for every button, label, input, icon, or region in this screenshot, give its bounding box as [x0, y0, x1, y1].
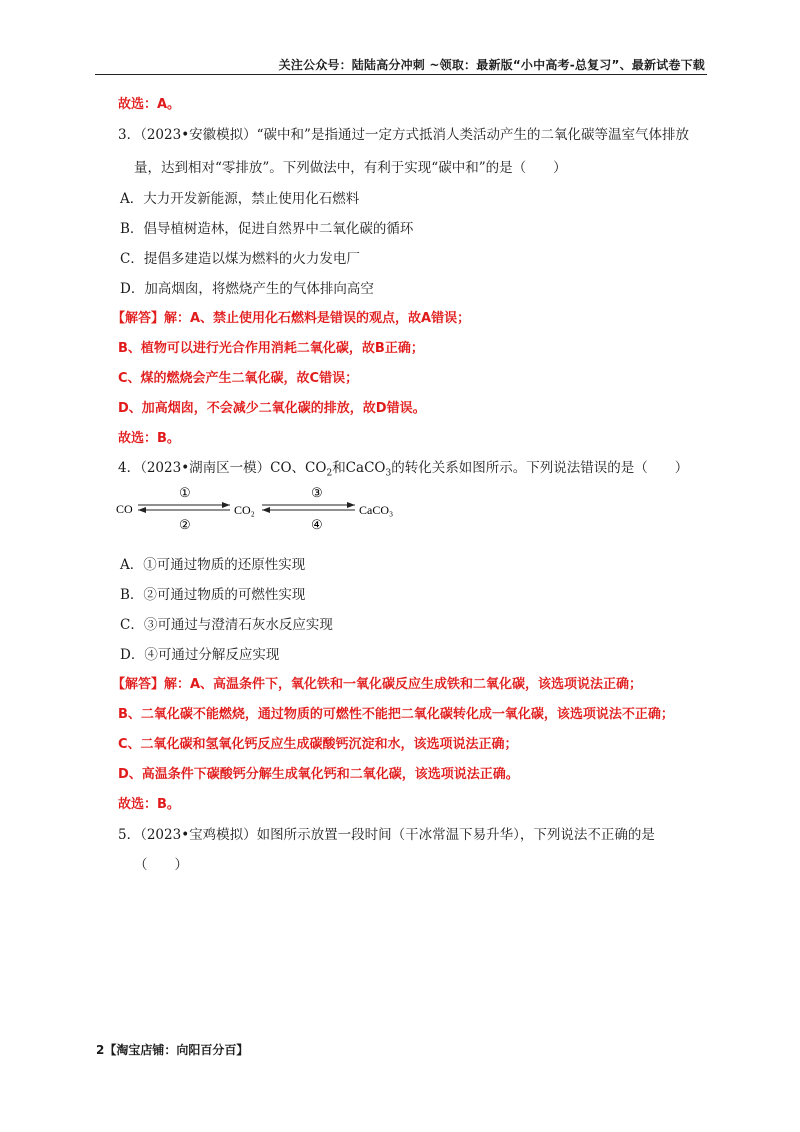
q3-analysis-line3: C、煤的燃烧会产生二氧化碳，故C错误； [118, 371, 359, 386]
header-text: 关注公众号：陆陆高分冲刺 ~领取：最新版“小中高考-总复习”、最新试卷下载 [278, 58, 705, 72]
q4-stem-prefix: 4．（2023•湖南区一模）CO、CO [118, 460, 327, 476]
arrow-step1-head [222, 502, 230, 508]
q5-stem-line2: （ ） [134, 857, 188, 873]
q3-stem-line1: 3．（2023•安徽模拟）“碳中和”是指通过一定方式抵消人类活动产生的二氧化碳等温室气体排放 [118, 127, 689, 143]
diagram-co2: CO₂ [234, 503, 255, 517]
q4-stem-sub2: 3 [385, 468, 392, 479]
diagram-step2: ② [179, 517, 191, 532]
q4-analysis-line2: B、二氧化碳不能燃烧，通过物质的可燃性不能把二氧化碳转化成一氧化碳，该选项说法不正确； [118, 707, 674, 722]
q4-option-b: B．②可通过物质的可燃性实现 [120, 587, 306, 603]
arrow-step2-head [138, 507, 146, 513]
q3-analysis-line4: D、加高烟囱，不会减少二氧化碳的排放，故D错误。 [118, 401, 426, 416]
q3-analysis-line2: B、植物可以进行光合作用消耗二氧化碳，故B正确； [118, 341, 424, 356]
q4-analysis-line4: D、高温条件下碳酸钙分解生成氧化钙和二氧化碳，该选项说法正确。 [118, 767, 519, 782]
q4-stem-suffix: 的转化关系如图所示。下列说法错误的是（ ） [391, 460, 689, 476]
conversion-diagram [112, 484, 412, 534]
q3-answer: 故选：B。 [118, 431, 180, 446]
page-footer: 2【淘宝店铺：向阳百分百】 [96, 1043, 249, 1057]
q3-option-d: D．加高烟囱，将燃烧产生的气体排向高空 [120, 281, 374, 297]
prev-answer: 故选：A。 [118, 97, 181, 112]
q3-option-a: A．大力开发新能源，禁止使用化石燃料 [120, 191, 360, 207]
q4-analysis-line1: 【解答】解：A、高温条件下，氧化铁和一氧化碳反应生成铁和二氧化碳，该选项说法正确； [112, 677, 643, 692]
diagram-step4: ④ [311, 517, 323, 532]
diagram-step3: ③ [311, 485, 323, 500]
q4-option-c: C．③可通过与澄清石灰水反应实现 [120, 617, 333, 633]
diagram-caco3: CaCO₃ [359, 503, 394, 517]
arrow-step3-head [347, 502, 355, 508]
q3-stem-line2: 量，达到相对“零排放”。下列做法中，有利于实现“碳中和”的是（ ） [134, 160, 567, 176]
page-header [95, 52, 707, 75]
q4-answer: 故选：B。 [118, 797, 180, 812]
arrow-step4-head [262, 507, 270, 513]
q3-option-b: B．倡导植树造林，促进自然界中二氧化碳的循环 [120, 221, 414, 237]
q4-stem-sub1: 2 [326, 468, 333, 479]
q4-analysis-line3: C、二氧化碳和氢氧化钙反应生成碳酸钙沉淀和水，该选项说法正确； [118, 737, 518, 752]
q3-analysis-line1: 【解答】解：A、禁止使用化石燃料是错误的观点，故A错误； [112, 311, 471, 326]
q4-option-d: D．④可通过分解反应实现 [120, 647, 280, 663]
diagram-co: CO [116, 502, 133, 516]
q3-option-c: C．提倡多建造以煤为燃料的火力发电厂 [120, 251, 360, 267]
diagram-step1: ① [179, 485, 191, 500]
q4-stem [118, 459, 688, 477]
q5-stem-line1: 5．（2023•宝鸡模拟）如图所示放置一段时间（干冰常温下易升华），下列说法不正确的是 [118, 827, 655, 843]
q4-option-a: A．①可通过物质的还原性实现 [120, 557, 306, 573]
q4-stem-mid: 和CaCO [332, 460, 386, 476]
